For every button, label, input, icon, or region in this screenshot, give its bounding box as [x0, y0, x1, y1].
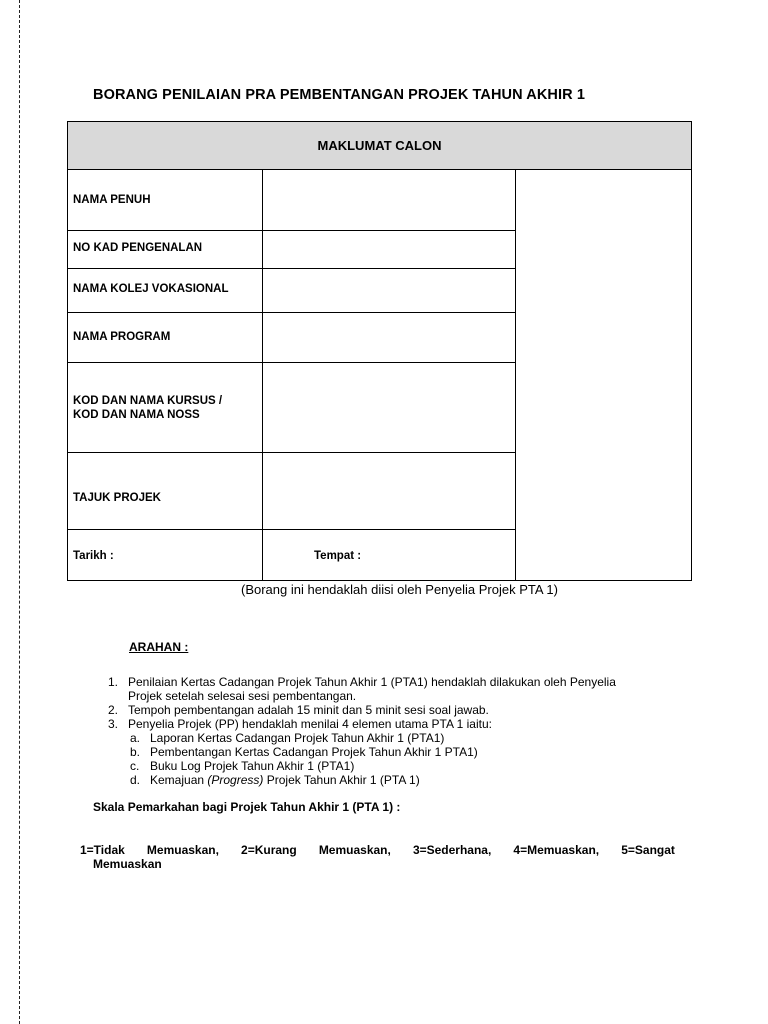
instruction-item: [108, 675, 688, 703]
subitem-text-pre: Kemajuan: [150, 773, 208, 787]
row-divider: [68, 529, 516, 530]
instruction-subitem: [108, 745, 688, 759]
label-nama-kolej: NAMA KOLEJ VOKASIONAL: [73, 283, 229, 295]
subitem-text-italic: (Progress): [207, 773, 264, 787]
label-tempat: Tempat :: [314, 550, 362, 562]
label-nama-penuh: NAMA PENUH: [73, 194, 151, 206]
subitem-text: Pembentangan Kertas Cadangan Projek Tahun Akhir 1 PTA1): [150, 745, 478, 759]
row-divider: [68, 312, 516, 313]
label-tarikh: Tarikh :: [73, 550, 114, 562]
label-column-divider: [262, 170, 263, 581]
row-divider: [68, 268, 516, 269]
scale-word: 2=Kurang: [241, 843, 297, 857]
form-footnote: (Borang ini hendaklah diisi oleh Penyelia Projek PTA 1): [241, 582, 558, 597]
scale-word: 3=Sederhana,: [412, 843, 492, 857]
scale-legend-continuation: Memuaskan: [93, 857, 162, 871]
instruction-number: 2.: [108, 703, 119, 717]
scale-word: 1=Tidak: [80, 843, 125, 857]
candidate-info-table: [67, 121, 692, 581]
subitem-letter: b.: [130, 745, 141, 759]
label-kod-kursus-line1: KOD DAN NAMA KURSUS /: [73, 395, 223, 407]
scale-word: Memuaskan,: [146, 843, 219, 857]
instruction-text: Penilaian Kertas Cadangan Projek Tahun Akhir 1 (PTA1) hendaklah dilakukan oleh Penyelia: [128, 675, 616, 689]
arahan-heading: ARAHAN :: [129, 640, 189, 654]
scale-legend: [80, 843, 675, 871]
scale-heading: Skala Pemarkahan bagi Projek Tahun Akhir 1 (PTA 1) :: [93, 800, 401, 814]
photo-column-divider: [515, 170, 516, 581]
instruction-number: 1.: [108, 675, 119, 689]
label-nama-program: NAMA PROGRAM: [73, 331, 171, 343]
scale-word: 4=Memuaskan,: [513, 843, 600, 857]
instruction-item: [108, 717, 688, 731]
instruction-text: Penyelia Projek (PP) hendaklah menilai 4 elemen utama PTA 1 iaitu:: [128, 717, 492, 731]
instruction-subitem: [108, 731, 688, 745]
label-kod-kursus-line2: KOD DAN NAMA NOSS: [73, 409, 200, 421]
row-divider: [68, 230, 516, 231]
subitem-text-post: Projek Tahun Akhir 1 (PTA 1): [263, 773, 420, 787]
instruction-subitem: [108, 773, 688, 787]
subitem-text: Buku Log Projek Tahun Akhir 1 (PTA1): [150, 759, 355, 773]
row-divider: [68, 362, 516, 363]
scale-word: Memuaskan,: [318, 843, 391, 857]
subitem-letter: a.: [130, 731, 141, 745]
instruction-text: Tempoh pembentangan adalah 15 minit dan 5 minit sesi soal jawab.: [128, 703, 489, 717]
subitem-letter: c.: [130, 759, 140, 773]
subitem-text: Laporan Kertas Cadangan Projek Tahun Akhir 1 (PTA1): [150, 731, 445, 745]
page-title: BORANG PENILAIAN PRA PEMBENTANGAN PROJEK TAHUN AKHIR 1: [93, 87, 585, 103]
label-tajuk-projek: TAJUK PROJEK: [73, 492, 161, 504]
subitem-letter: d.: [130, 773, 141, 787]
scale-word: 5=Sangat: [621, 843, 675, 857]
row-divider: [68, 452, 516, 453]
instruction-item: [108, 703, 688, 717]
instruction-text: Projek setelah selesai sesi pembentangan.: [128, 689, 357, 703]
binding-cut-line: [19, 0, 20, 1024]
instruction-list: [108, 675, 688, 787]
label-kod-kursus: [73, 394, 222, 422]
instruction-number: 3.: [108, 717, 119, 731]
table-header: MAKLUMAT CALON: [68, 122, 691, 170]
instruction-subitem: [108, 759, 688, 773]
scale-legend-row: [80, 843, 675, 857]
label-no-kad-pengenalan: NO KAD PENGENALAN: [73, 242, 203, 254]
